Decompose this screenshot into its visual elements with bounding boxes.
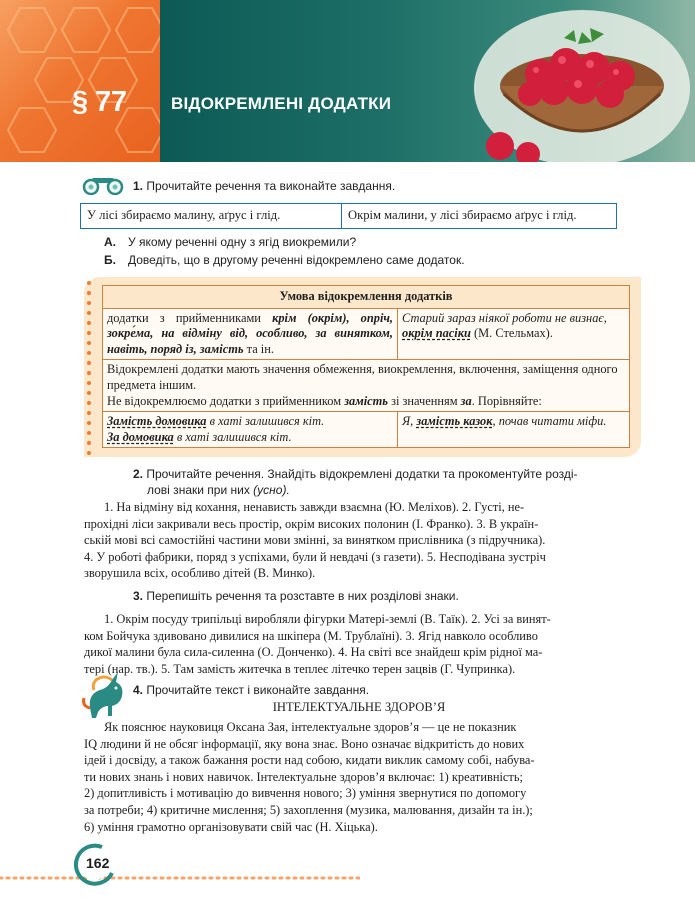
task4-line-7: 6) уміння грамотно організовувати свій час (Н. Хіцька). bbox=[84, 819, 378, 834]
rule-table bbox=[102, 285, 630, 448]
task4-instruction bbox=[133, 683, 369, 697]
question-a-letter: А. bbox=[104, 235, 116, 249]
rule-title: Умова відокремлення додатків bbox=[103, 286, 630, 309]
task4-line-3: ідей і досвіду, а також бажання рости над собою, кидати виклик самому собі, набува- bbox=[84, 753, 535, 768]
rule-word-zamist: замість bbox=[344, 393, 388, 408]
task4-line-6: за потреби; 4) критичне мислення; 5) захоплення (музика, малювання, дизайн та ін.); bbox=[84, 802, 533, 817]
task3-line-2: ком Бойчука здивовано дивилися на шкіпера (М. Трублаїні). 3. Ягід навколо особливо bbox=[84, 628, 538, 643]
paragraph-number: § 77 bbox=[72, 86, 127, 118]
task3-number: 3. bbox=[133, 589, 144, 603]
task4-line-1: Як пояснює науковиця Оксана Зая, інтелектуальне здоров’я — це не показник bbox=[104, 720, 517, 734]
task2-note: (усно). bbox=[253, 483, 290, 497]
task2-number: 2. bbox=[133, 467, 144, 481]
rule-example-left bbox=[103, 412, 398, 448]
task2-line-1: 1. На відміну від кохання, ненависть завжди взаємна (Ю. Меліхов). 2. Густі, не- bbox=[104, 500, 525, 514]
question-a-text: У якому реченні одну з ягід виокремили? bbox=[128, 235, 357, 249]
rule-example-underlined: окрім пасіки bbox=[402, 326, 471, 341]
example3-end: , почав читати міфи. bbox=[492, 414, 607, 429]
question-a bbox=[104, 235, 356, 249]
rule-left-cell bbox=[103, 308, 398, 360]
dotted-border-icon bbox=[86, 280, 92, 456]
rule-meaning-text: Відокремлені додатки мають значення обмеження, виокремлення, включення, заміщення одного предмета іншим. bbox=[107, 362, 618, 392]
rule-exception-c: . Порівняйте: bbox=[471, 393, 542, 408]
task4-text: Прочитайте текст і виконайте завдання. bbox=[146, 683, 370, 697]
example1-rest: в хаті залишився кіт. bbox=[209, 414, 325, 429]
hexagon-pattern-icon bbox=[0, 0, 160, 162]
rule-exception-b: зі значенням bbox=[391, 393, 458, 408]
rule-middle-cell bbox=[103, 360, 630, 412]
example1-underlined: Замість домовика bbox=[107, 414, 207, 429]
task2-paragraph bbox=[84, 499, 634, 582]
task3-text: Перепишіть речення та розставте в них розділові знаки. bbox=[146, 589, 459, 603]
task3-instruction bbox=[133, 589, 459, 603]
page-title: ВІДОКРЕМЛЕНІ ДОДАТКИ bbox=[171, 94, 392, 113]
rule-exception-a: Не відокремлюємо додатки з прийменником bbox=[107, 393, 342, 408]
rule-left-prefix: додатки з прийменниками bbox=[107, 310, 261, 325]
task3-line-1: 1. Окрім посуду трипільці виробляли фігурки Матері-землі (В. Таїк). 2. Усі за винят- bbox=[104, 612, 551, 626]
rule-example-right bbox=[398, 412, 630, 448]
task2-line-2: прохідні ліси закривали весь простір, окрім високих полонин (І. Франко). 3. В україн- bbox=[84, 516, 539, 531]
footer-dotted-line-icon bbox=[0, 876, 360, 880]
task4-number: 4. bbox=[133, 683, 144, 697]
question-b-text: Доведіть, що в другому реченні відокремлено саме додаток. bbox=[128, 253, 465, 267]
rule-prepositions: крім (окрім), опріч, зокре́ма, на відміну від, особливо, за винятком, навіть, поряд із, замість bbox=[107, 310, 393, 356]
sentence-left: У лісі збираємо малину, аґрус і глід. bbox=[81, 204, 342, 228]
task4-line-4: ти нових знань і нових навичок. Інтелектуальне здоров’я включає: 1) креативність; bbox=[84, 769, 523, 784]
task4-line-2: IQ людини й не обсяг інформації, яку вона знає. Воно означає відкритість до нових bbox=[84, 736, 525, 751]
task3-line-4: тері (нар. тв.). 5. Там замість житечка в теплеє літечко терен зацвів (Г. Чупринка). bbox=[84, 661, 516, 676]
task1-number: 1. bbox=[133, 179, 144, 193]
sentence-compare-table bbox=[80, 203, 617, 229]
question-b bbox=[104, 253, 465, 267]
question-b-letter: Б. bbox=[104, 253, 116, 267]
task2-line-5: зворушила всіх, особливо дітей (В. Минко). bbox=[84, 566, 316, 581]
task3-paragraph bbox=[84, 611, 634, 677]
example2-underlined: За домовика bbox=[107, 429, 174, 444]
text-heading: ІНТЕЛЕКТУАЛЬНЕ ЗДОРОВ’Я bbox=[272, 700, 446, 714]
rule-right-cell bbox=[398, 308, 630, 360]
task2-line1: Прочитайте речення. Знайдіть відокремлені додатки та прокоментуйте розді- bbox=[146, 467, 578, 481]
rule-left-suffix: та ін. bbox=[246, 341, 274, 356]
task2-line2: лові знаки при них bbox=[147, 483, 250, 497]
rule-example-text: Старий зараз ніякої роботи не визнає, bbox=[402, 310, 607, 325]
binoculars-icon bbox=[82, 175, 124, 195]
task4-line-5: 2) допитливість і мотивацію до вивчення нового; 3) уміння звернутися по допомогу bbox=[84, 786, 527, 801]
task2-line-4: 4. У роботі фабрики, поряд з успіхами, були й невдачі (з газети). 5. Несподівана зустріч bbox=[84, 549, 546, 564]
task3-line-3: дикої малини була сила-силенна (О. Донченко). 4. На світі все знайдеш крім рідної ма- bbox=[84, 645, 543, 660]
task4-paragraph bbox=[84, 719, 634, 835]
page-number: 162 bbox=[86, 855, 110, 871]
task1-text: Прочитайте речення та виконайте завдання. bbox=[146, 179, 396, 193]
example2-rest: в хаті залишився кіт. bbox=[176, 429, 292, 444]
rule-exception-line bbox=[107, 394, 625, 410]
rule-word-za: за bbox=[460, 393, 472, 408]
chapter-header bbox=[0, 0, 695, 162]
example3-underlined: замість казок bbox=[416, 414, 493, 429]
task1-instruction bbox=[133, 179, 395, 193]
example3-start: Я, bbox=[402, 414, 414, 429]
rule-example-author: (М. Стельмах). bbox=[474, 326, 553, 341]
sentence-right: Окрім малини, у лісі збираємо аґрус і глід. bbox=[348, 208, 577, 222]
raspberry-bowl-icon bbox=[470, 8, 695, 162]
task2-line-3: ській мові всі самостійні частини мови змінні, за винятком прислівника (з підручника). bbox=[84, 533, 546, 548]
task2-instruction bbox=[133, 466, 603, 498]
